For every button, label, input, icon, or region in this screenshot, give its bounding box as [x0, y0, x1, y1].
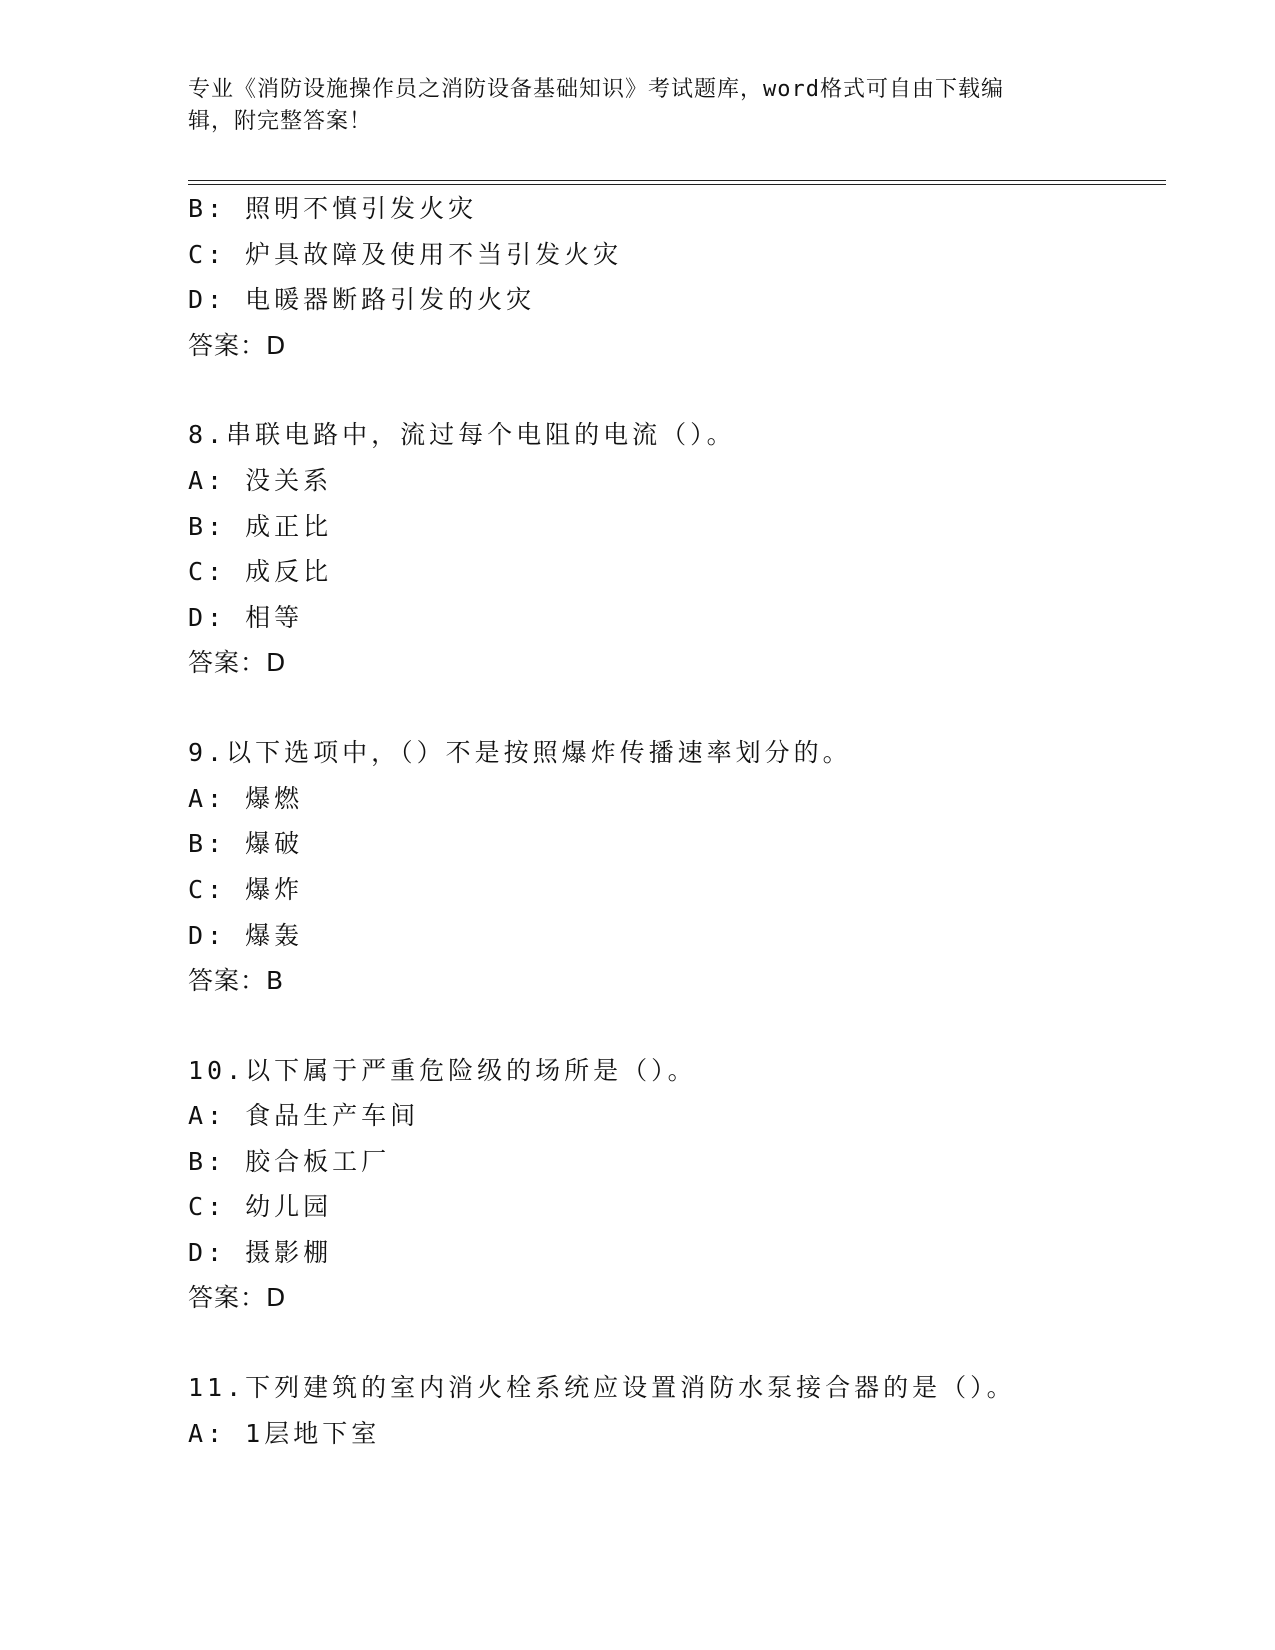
- q10-option-a: A: 食品生产车间: [188, 1101, 420, 1130]
- q9-option-b: B: 爆破: [188, 829, 304, 858]
- q8-answer: 答案：D: [188, 648, 287, 677]
- document-header: [188, 74, 1088, 138]
- q10-option-c: C: 幼儿园: [188, 1192, 333, 1221]
- header-line-1: 专业《消防设施操作员之消防设备基础知识》考试题库，word格式可自由下载编: [188, 77, 1004, 102]
- q7-option-b: B: 照明不慎引发火灾: [188, 194, 478, 223]
- q8-option-b: B: 成正比: [188, 512, 333, 541]
- q11-question: 11.下列建筑的室内消火栓系统应设置消防水泵接合器的是（）。: [188, 1373, 1016, 1402]
- q10-answer: 答案：D: [188, 1283, 287, 1312]
- q11-option-a: A: 1层地下室: [188, 1419, 381, 1448]
- q7-answer: 答案：D: [188, 331, 287, 360]
- q8-option-a: A: 没关系: [188, 466, 333, 495]
- q9-option-c: C: 爆炸: [188, 875, 304, 904]
- header-divider-bottom: [188, 184, 1166, 185]
- q9-option-d: D: 爆轰: [188, 921, 304, 950]
- q10-option-b: B: 胶合板工厂: [188, 1147, 391, 1176]
- q7-option-d: D: 电暖器断路引发的火灾: [188, 285, 536, 314]
- q8-option-d: D: 相等: [188, 603, 304, 632]
- q9-option-a: A: 爆燃: [188, 784, 304, 813]
- q8-question: 8.串联电路中，流过每个电阻的电流（）。: [188, 420, 736, 449]
- q10-option-d: D: 摄影棚: [188, 1238, 333, 1267]
- q9-answer: 答案：B: [188, 966, 285, 995]
- header-divider-top: [188, 180, 1166, 181]
- q9-question: 9.以下选项中，（）不是按照爆炸传播速率划分的。: [188, 738, 852, 767]
- q8-option-c: C: 成反比: [188, 557, 333, 586]
- header-line-2: 辑，附完整答案！: [188, 109, 373, 134]
- q7-option-c: C: 炉具故障及使用不当引发火灾: [188, 240, 623, 269]
- q10-question: 10.以下属于严重危险级的场所是（）。: [188, 1056, 697, 1085]
